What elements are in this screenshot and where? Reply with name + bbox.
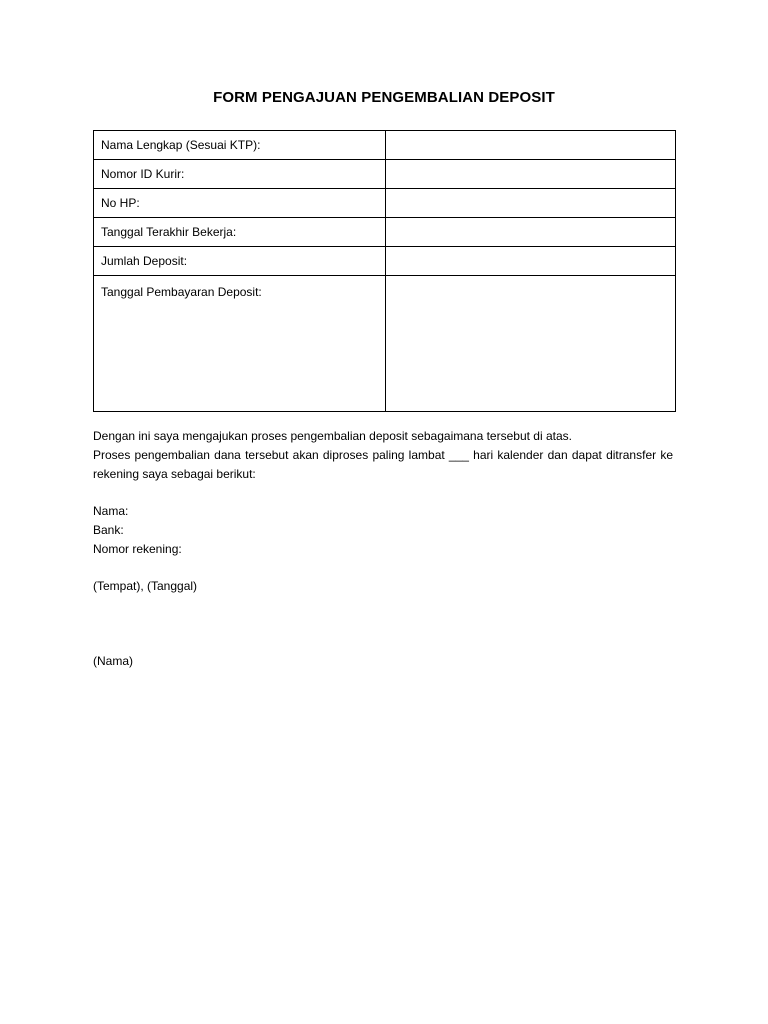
form-row-deposit-payment-date bbox=[94, 276, 676, 412]
deposit-form-table bbox=[93, 130, 676, 412]
field-value-last-work-date[interactable] bbox=[386, 218, 676, 247]
declaration-line-1: Dengan ini saya mengajukan proses pengembalian deposit sebagaimana tersebut di atas. bbox=[93, 429, 572, 443]
field-value-deposit-payment-date[interactable] bbox=[386, 276, 676, 412]
declaration-section bbox=[93, 427, 673, 671]
field-label-courier-id: Nomor ID Kurir: bbox=[94, 160, 386, 189]
form-row-courier-id bbox=[94, 160, 676, 189]
field-label-deposit-amount: Jumlah Deposit: bbox=[94, 247, 386, 276]
form-row-deposit-amount bbox=[94, 247, 676, 276]
bank-account-name-label: Nama: bbox=[93, 504, 129, 518]
account-number-label: Nomor rekening: bbox=[93, 542, 182, 556]
field-label-deposit-payment-date: Tanggal Pembayaran Deposit: bbox=[94, 276, 386, 412]
field-label-full-name: Nama Lengkap (Sesuai KTP): bbox=[94, 131, 386, 160]
signature-name: (Nama) bbox=[93, 654, 134, 668]
document-title: FORM PENGAJUAN PENGEMBALIAN DEPOSIT bbox=[213, 89, 555, 106]
field-value-full-name[interactable] bbox=[386, 131, 676, 160]
declaration-line-2: Proses pengembalian dana tersebut akan diproses paling lambat ___ hari kalender dan dapat ditransfer ke rekening saya sebagai berikut: bbox=[93, 448, 673, 481]
form-row-phone bbox=[94, 189, 676, 218]
form-row-last-work-date bbox=[94, 218, 676, 247]
field-value-deposit-amount[interactable] bbox=[386, 247, 676, 276]
bank-label: Bank: bbox=[93, 523, 124, 537]
field-value-courier-id[interactable] bbox=[386, 160, 676, 189]
place-date-line: (Tempat), (Tanggal) bbox=[93, 579, 198, 593]
field-label-phone: No HP: bbox=[94, 189, 386, 218]
field-label-last-work-date: Tanggal Terakhir Bekerja: bbox=[94, 218, 386, 247]
form-row-full-name bbox=[94, 131, 676, 160]
field-value-phone[interactable] bbox=[386, 189, 676, 218]
